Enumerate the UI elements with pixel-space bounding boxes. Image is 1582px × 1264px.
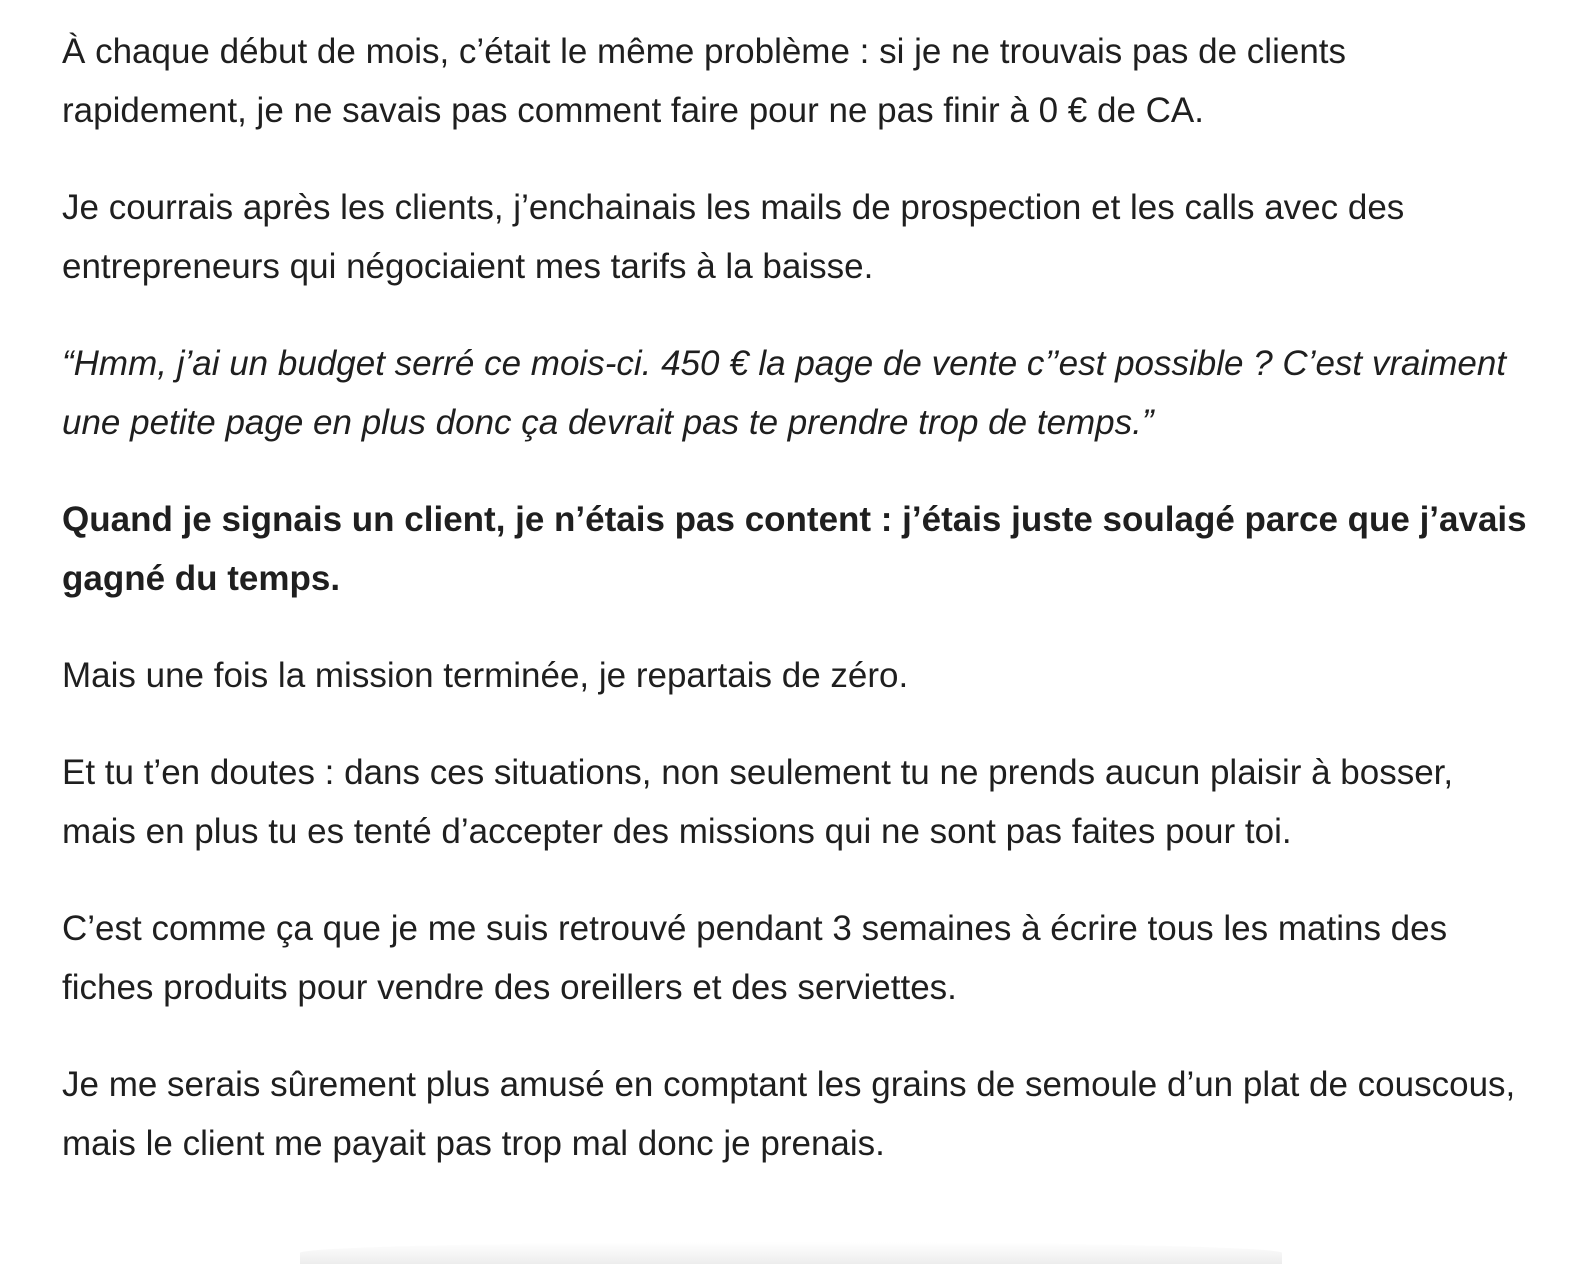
quote-client-budget: “Hmm, j’ai un budget serré ce mois-ci. 450 € la page de vente c’’est possible ? C’est vraiment une petite page en plus donc ça devrait pas te prendre trop de temps.” [62,344,1507,442]
paragraph-monthly-problem: À chaque début de mois, c’était le même problème : si je ne trouvais pas de clients rapidement, je ne savais pas comment faire pour ne pas finir à 0 € de CA. [62,32,1347,130]
article-body [62,22,1532,1211]
bottom-shadow [300,1242,1282,1264]
paragraph-no-pleasure: Et tu t’en doutes : dans ces situations, non seulement tu ne prends aucun plaisir à bosser, mais en plus tu es tenté d’accepter des missions qui ne sont pas faites pour toi. [62,753,1454,851]
paragraph-relief: Quand je signais un client, je n’étais pas content : j’étais juste soulagé parce que j’avais gagné du temps. [62,500,1527,598]
paragraph-couscous: Je me serais sûrement plus amusé en comptant les grains de semoule d’un plat de couscous, mais le client me payait pas trop mal donc je prenais. [62,1065,1516,1163]
paragraph-chasing-clients: Je courrais après les clients, j’enchainais les mails de prospection et les calls avec des entrepreneurs qui négociaient mes tarifs à la baisse. [62,188,1405,286]
paragraph-back-to-zero: Mais une fois la mission terminée, je repartais de zéro. [62,656,909,695]
paragraph-product-sheets: C’est comme ça que je me suis retrouvé pendant 3 semaines à écrire tous les matins des fiches produits pour vendre des oreillers et des serviettes. [62,909,1448,1007]
